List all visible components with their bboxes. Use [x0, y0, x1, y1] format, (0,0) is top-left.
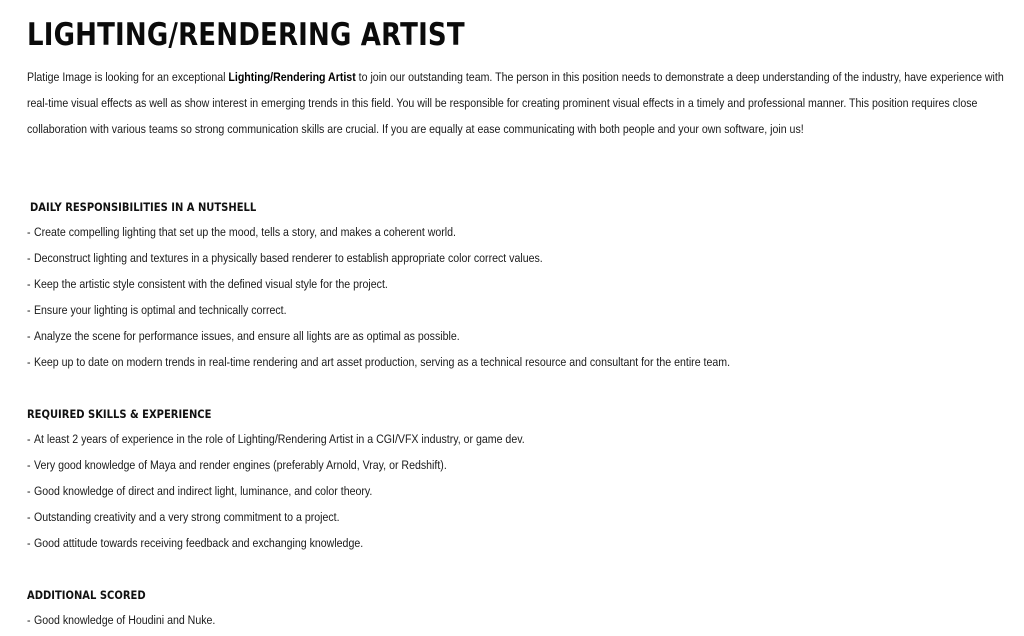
- responsibilities-list: [27, 219, 849, 375]
- list-item: - Outstanding creativity and a very strong commitment to a project.: [27, 510, 340, 524]
- list-item: - Keep up to date on modern trends in real-time rendering and art asset production, serving as a technical resource and consultant for the entire team.: [27, 355, 731, 369]
- bullet-dash: -: [27, 329, 31, 343]
- list-item: - Deconstruct lighting and textures in a physically based renderer to establish appropriate color correct values.: [27, 251, 543, 265]
- list-item: - At least 2 years of experience in the role of Lighting/Rendering Artist in a CGI/VFX industry, or game dev.: [27, 432, 525, 446]
- page-title: LIGHTING/RENDERING ARTIST: [27, 17, 465, 53]
- bullet-dash: -: [27, 536, 31, 550]
- bullet-dash: -: [27, 277, 31, 291]
- list-item: - Create compelling lighting that set up the mood, tells a story, and makes a coherent world.: [27, 225, 456, 239]
- intro-paragraph: [27, 64, 1019, 142]
- bullet-dash: -: [27, 432, 31, 446]
- skills-list: [27, 426, 609, 556]
- bullet-dash: -: [27, 251, 31, 265]
- list-item: - Keep the artistic style consistent with the defined visual style for the project.: [27, 277, 388, 291]
- section-heading-skills: REQUIRED SKILLS & EXPERIENCE: [27, 407, 212, 421]
- section-heading-additional: ADDITIONAL SCORED: [27, 588, 146, 602]
- bullet-dash: -: [27, 510, 31, 524]
- list-item: - Analyze the scene for performance issues, and ensure all lights are as optimal as possible.: [27, 329, 460, 343]
- list-item: - Very good knowledge of Maya and render engines (preferably Arnold, Vray, or Redshift).: [27, 458, 447, 472]
- bullet-dash: -: [27, 458, 31, 472]
- list-item: - Good attitude towards receiving feedback and exchanging knowledge.: [27, 536, 364, 550]
- intro-highlight: Lighting/Rendering Artist: [228, 70, 356, 84]
- bullet-dash: -: [27, 355, 31, 369]
- list-item: - Ensure your lighting is optimal and technically correct.: [27, 303, 287, 317]
- bullet-dash: -: [27, 303, 31, 317]
- bullet-dash: -: [27, 225, 31, 239]
- intro-text-start: Platige Image is looking for an exceptional: [27, 70, 229, 84]
- intro-text-rest: to join our outstanding team. The person in this position needs to demonstrate a deep understanding of the industry, have experience with real-time visual effects as well as show interest in emerging trends in this field. You will be responsible for creating prominent visual effects in a timely and professional manner. This position requires close collaboration with various teams so strong communication skills are crucial. If you are equally at ease communicating with both people and your own software, join us!: [27, 70, 1004, 136]
- bullet-dash: -: [27, 613, 31, 627]
- bullet-dash: -: [27, 484, 31, 498]
- section-heading-responsibilities: DAILY RESPONSIBILITIES IN A NUTSHELL: [30, 200, 257, 214]
- list-item: - Good knowledge of direct and indirect light, luminance, and color theory.: [27, 484, 373, 498]
- list-item: - Good knowledge of Houdini and Nuke.: [27, 613, 216, 627]
- additional-list: [27, 607, 247, 633]
